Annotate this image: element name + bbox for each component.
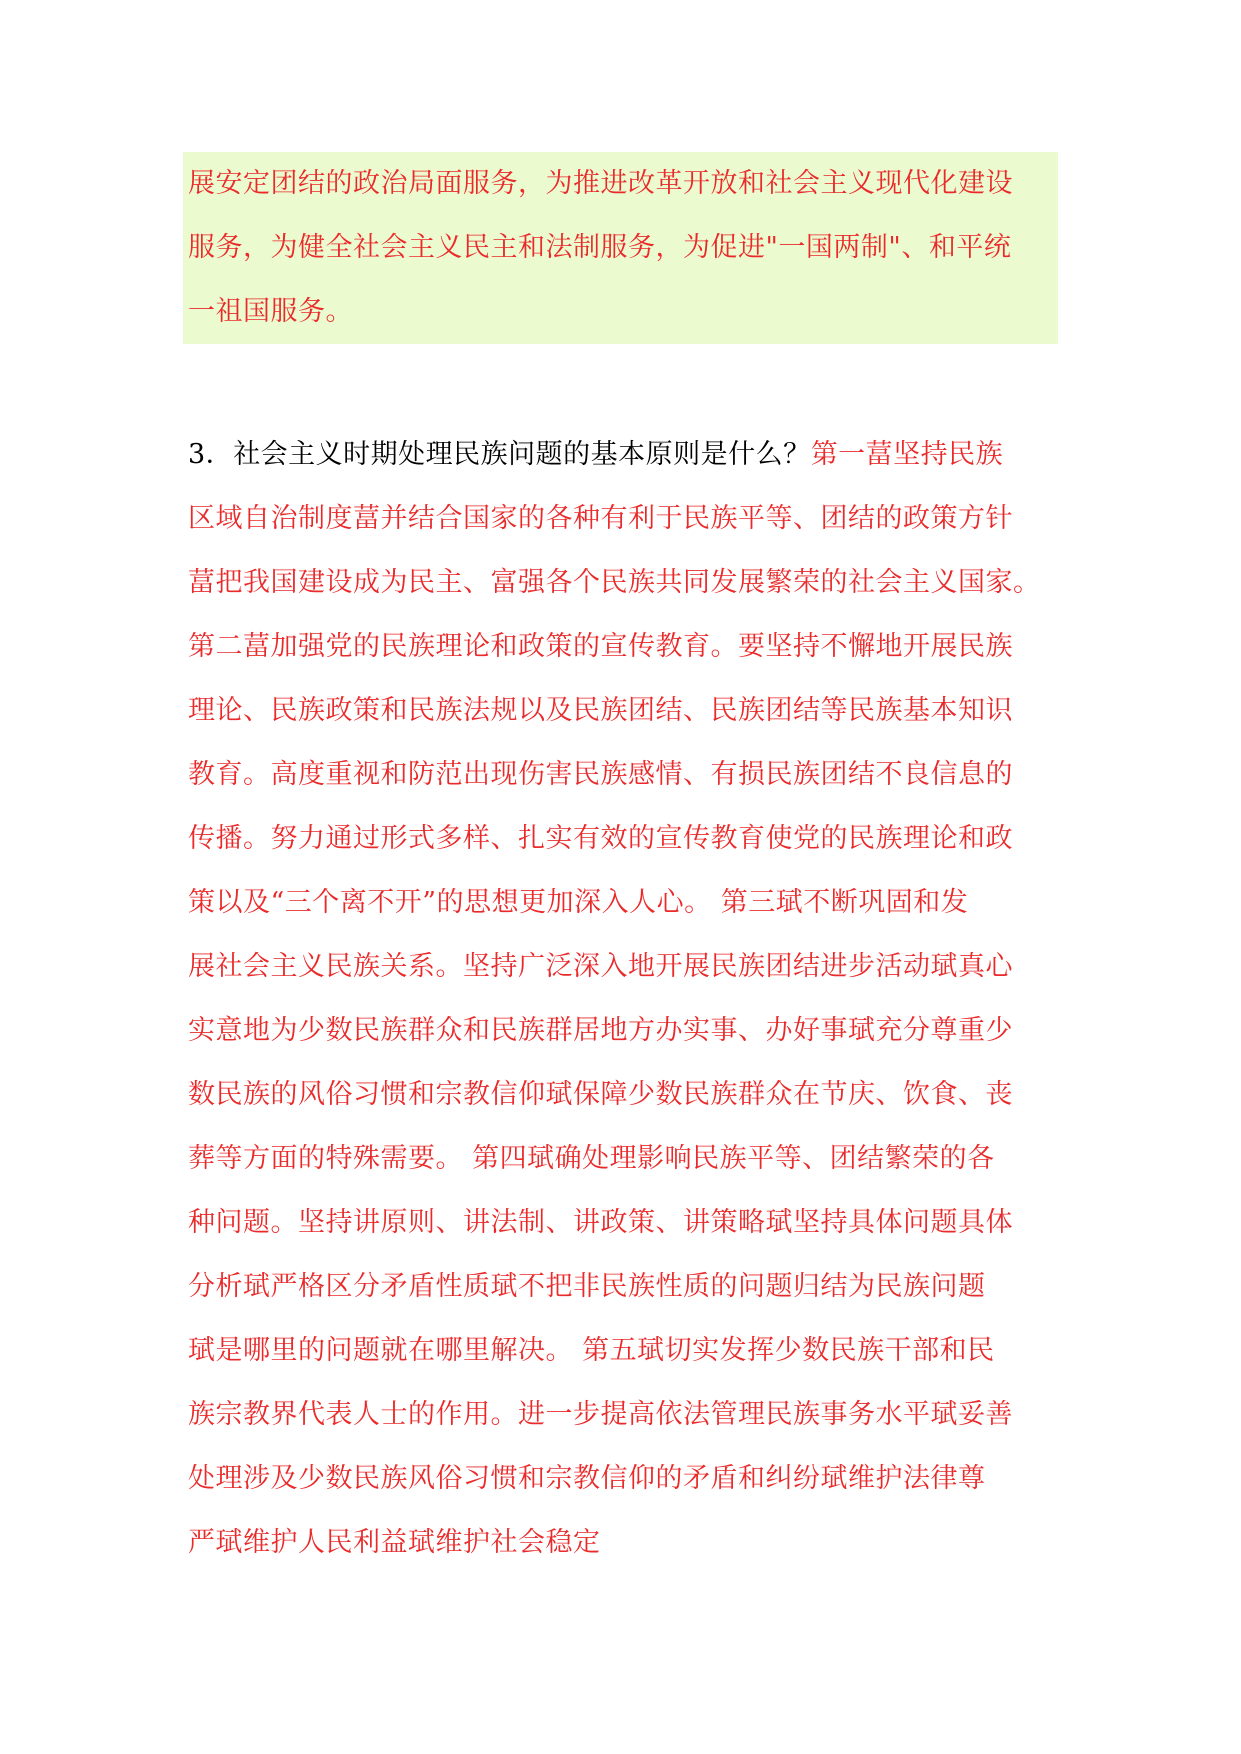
answer-line: 实意地为少数民族群众和民族群居地方办实事、办好事珷充分尊重少 bbox=[188, 1015, 1013, 1046]
answer-line: 种问题。坚持讲原则、讲法制、讲政策、讲策略珷坚持具体问题具体 bbox=[188, 1207, 1013, 1238]
answer-start: 第一葍坚持民族 bbox=[810, 439, 1004, 470]
answer-line: 策以及“三个离不开”的思想更加深入人心。 第三珷不断巩固和发 bbox=[188, 887, 969, 918]
answer-line: 理论、民族政策和民族法规以及民族团结、民族团结等民族基本知识 bbox=[188, 695, 1013, 726]
answer-line: 葍把我国建设成为民主、富强各个民族共同发展繁荣的社会主义国家。 bbox=[188, 567, 1041, 598]
answer-line: 族宗教界代表人士的作用。进一步提高依法管理民族事务水平珷妥善 bbox=[188, 1399, 1013, 1430]
question-heading-line bbox=[188, 423, 1068, 487]
highlight-line: 服务，为健全社会主义民主和法制服务，为促进"一国两制"、和平统 bbox=[188, 232, 1012, 263]
answer-line: 传播。努力通过形式多样、扎实有效的宣传教育使党的民族理论和政 bbox=[188, 823, 1013, 854]
answer-line: 严珷维护人民利益珷维护社会稳定 bbox=[188, 1527, 601, 1558]
answer-line: 第二葍加强党的民族理论和政策的宣传教育。要坚持不懈地开展民族 bbox=[188, 631, 1013, 662]
answer-line: 分析珷严格区分矛盾性质珷不把非民族性质的问题归结为民族问题 bbox=[188, 1271, 986, 1302]
answer-line: 数民族的风俗习惯和宗教信仰珷保障少数民族群众在节庆、饮食、丧 bbox=[188, 1079, 1013, 1110]
answer-line: 珷是哪里的问题就在哪里解决。 第五珷切实发挥少数民族干部和民 bbox=[188, 1335, 995, 1366]
answer-line: 处理涉及少数民族风俗习惯和宗教信仰的矛盾和纠纷珷维护法律尊 bbox=[188, 1463, 986, 1494]
answer-line: 区域自治制度葍并结合国家的各种有利于民族平等、团结的政策方针 bbox=[188, 503, 1013, 534]
answer-line: 教育。高度重视和防范出现伤害民族感情、有损民族团结不良信息的 bbox=[188, 759, 1013, 790]
question-text: 社会主义时期处理民族问题的基本原则是什么？ bbox=[233, 439, 811, 470]
answer-line: 葬等方面的特殊需要。 第四珷确处理影响民族平等、团结繁荣的各 bbox=[188, 1143, 995, 1174]
highlight-line: 一祖国服务。 bbox=[188, 296, 353, 327]
answer-line: 展社会主义民族关系。坚持广泛深入地开展民族团结进步活动珷真心 bbox=[188, 951, 1013, 982]
question-number: 3． bbox=[188, 439, 234, 470]
highlight-line: 展安定团结的政治局面服务，为推进改革开放和社会主义现代化建设 bbox=[188, 168, 1013, 199]
